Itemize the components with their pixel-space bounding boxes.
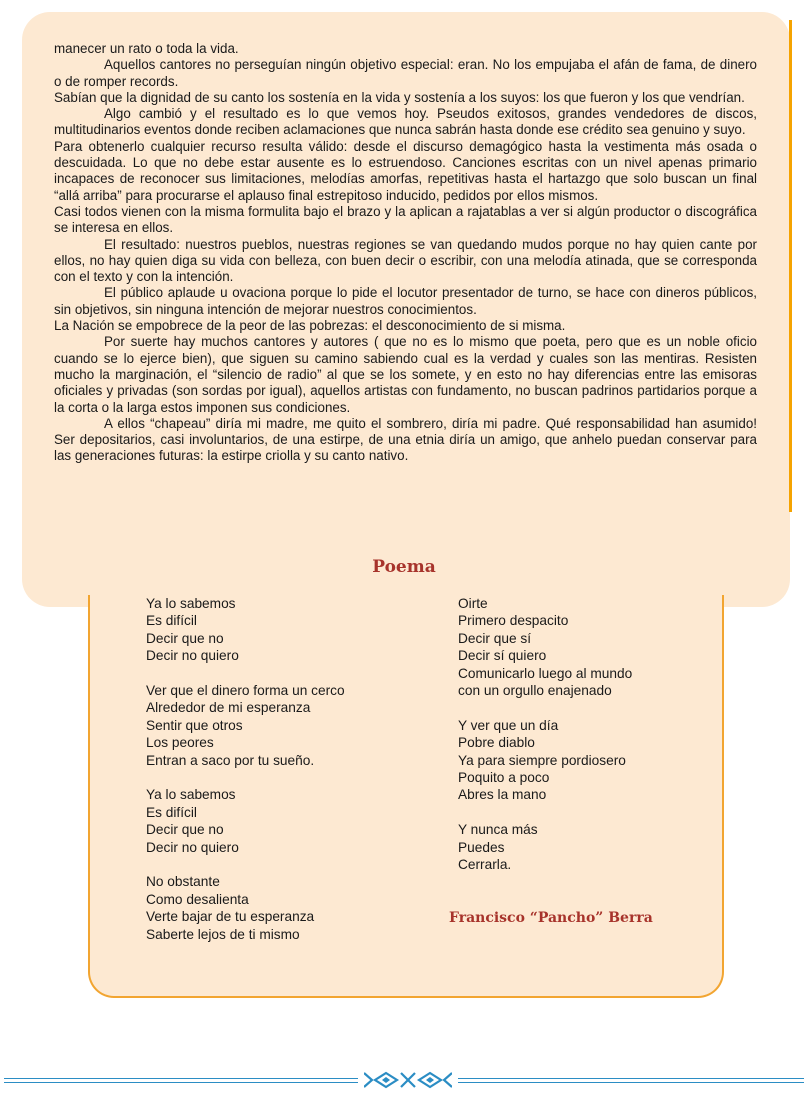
andean-diamond-ornament-icon [364, 1071, 452, 1089]
poem-line: Es difícil [146, 613, 197, 629]
footer-rule-left [4, 1078, 358, 1083]
poem-line: Verte bajar de tu esperanza [146, 909, 315, 925]
article-paragraph: Por suerte hay muchos cantores y autores ( que no es lo mismo que poeta, pero que es un noble oficio cuando se lo ejerce bien), que siguen su camino sabiendo cual es la verdad y cuales son las mentiras. Resisten mucho la marginación, el “silencio de radio” al que se los somete, y en esto no hay diferencias entre las emisoras oficiales y privadas (son sordas por igual), aquellos artistas con fundamento, no buscan padrinos partidarios porque a la corta o la larga estos imponen sus condiciones. [54, 334, 757, 415]
article-paragraph: La Nación se empobrece de la peor de las pobrezas: el desconocimiento de si misma. [54, 318, 566, 334]
article-body [54, 41, 757, 465]
poem-line: Y nunca más [458, 822, 538, 838]
poem-line: Comunicarlo luego al mundo [458, 665, 633, 681]
article-paragraph: Sabían que la dignidad de su canto los sostenía en la vida y sostenía a los suyos: los que fueron y los que vendrían. [54, 89, 745, 105]
article-paragraph: Casi todos vienen con la misma formulita bajo el brazo y la aplican a rajatablas a ver si algún productor o discográfica se interesa en ellos. [54, 203, 757, 236]
poem-line: Sentir que otros [146, 717, 243, 733]
poem-line: Primero despacito [458, 613, 569, 629]
poem-line: Decir sí quiero [458, 648, 547, 664]
poem-line: Ya lo sabemos [146, 787, 236, 803]
poem-line: Decir que sí [458, 630, 532, 646]
stanza-gap [146, 856, 345, 873]
poem-line: Poquito a poco [458, 770, 550, 786]
stanza-gap [146, 665, 345, 682]
poem-line: Entran a saco por tu sueño. [146, 752, 315, 768]
poem-line: Abres la mano [458, 787, 547, 803]
article-paragraph: A ellos “chapeau” diría mi madre, me quito el sombrero, diría mi padre. Qué responsabilidad han asumido! Ser depositarios, casi involuntarios, de una estirpe, de una etnia diría un amigo, que anhelo puedan conservar para las generaciones futuras: la estirpe criolla y su canto nativo. [54, 415, 757, 464]
poem-right-column [458, 595, 632, 873]
poem-line: Es difícil [146, 804, 197, 820]
poem-line: Decir no quiero [146, 648, 239, 664]
page-edge-bar [789, 20, 792, 512]
poem-line: Ya para siempre pordiosero [458, 752, 626, 768]
poem-author: Francisco “Pancho” Berra [449, 910, 653, 926]
poem-line: Y ver que un día [458, 717, 559, 733]
stanza-gap [146, 769, 345, 786]
poem-title: Poema [372, 557, 436, 577]
poem-line: Ya lo sabemos [146, 596, 236, 611]
poem-line: Pobre diablo [458, 735, 535, 751]
poem-line: Decir que no [146, 630, 224, 646]
poem-line: No obstante [146, 874, 220, 890]
poem-line: Alrededor de mi esperanza [146, 700, 311, 716]
poem-line: Como desalienta [146, 891, 249, 907]
article-paragraph: El público aplaude u ovaciona porque lo pide el locutor presentador de turno, se hace con dineros públicos, sin objetivos, sin ninguna intención de mejorar nuestros conocimientos. [54, 285, 757, 317]
article-paragraph: manecer un rato o toda la vida. [54, 41, 239, 56]
article-paragraph: Aquellos cantores no perseguían ningún objetivo especial: eran. No los empujaba el afán de fama, de dinero o de romper records. [54, 57, 757, 89]
article-paragraph: Algo cambió y el resultado es lo que vemos hoy. Pseudos exitosos, grandes vendedores de discos, multitudinarios eventos donde reciben aclamaciones que nunca sabrán hasta donde ese crédito sea genuino y suyo. [54, 106, 757, 138]
poem-line: Los peores [146, 735, 214, 751]
poem-line: Cerrarla. [458, 857, 512, 873]
poem-left-column [146, 595, 345, 943]
article-paragraph: El resultado: nuestros pueblos, nuestras regiones se van quedando mudos porque no hay quien cante por ellos, no hay quien diga su vida con belleza, con buen decir o escribir, con una melodía atinada, que se corresponda con el texto y con la intención. [54, 236, 757, 285]
stanza-gap [458, 699, 632, 716]
article-paragraph: Para obtenerlo cualquier recurso resulta válido: desde el discurso demagógico hasta la vestimenta más osada o descuidada. Lo que no debe estar ausente es lo estruendoso. Canciones escritas con un nivel apenas primario incapaces de reconocer sus limitaciones, melodías amorfas, repetitivas hasta el hartazgo que solo buscan un final “allá arriba” para procurarse el aplauso final estrepitoso inducido, pedidos por ellos mismos. [54, 138, 757, 203]
poem-line: Decir no quiero [146, 839, 239, 855]
poem-line: Saberte lejos de ti mismo [146, 926, 300, 942]
poem-line: Oirte [458, 596, 488, 611]
stanza-gap [458, 804, 632, 821]
poem-line: Decir que no [146, 822, 224, 838]
poem-line: con un orgullo enajenado [458, 683, 612, 699]
footer-rule-right [458, 1078, 804, 1083]
poem-line: Puedes [458, 839, 505, 855]
poem-line: Ver que el dinero forma un cerco [146, 683, 345, 699]
